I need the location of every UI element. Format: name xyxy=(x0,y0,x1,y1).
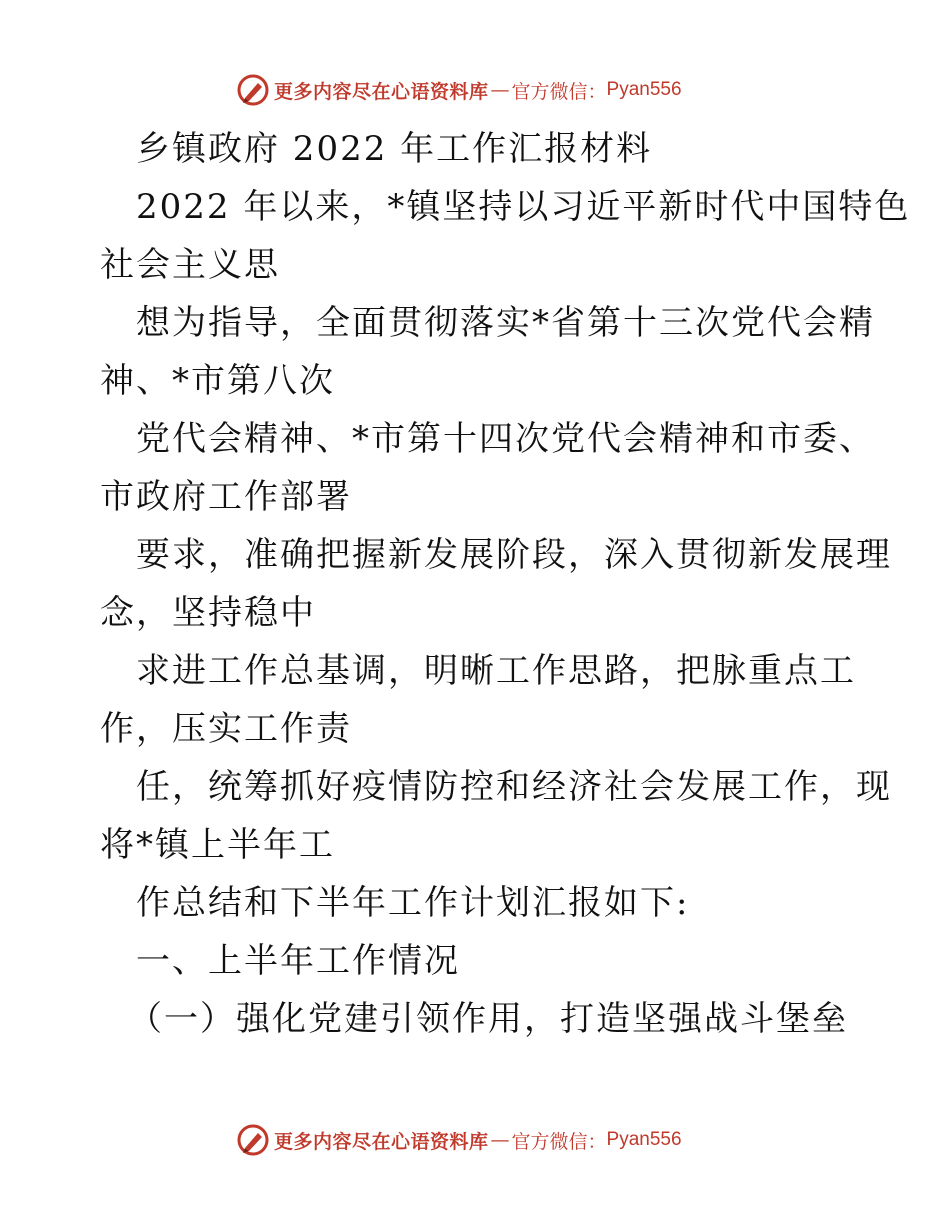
paragraph-line: 2022 年以来，*镇坚持以习近平新时代中国特色 xyxy=(136,187,911,227)
watermark-brand: 更多内容尽在心语资料库 xyxy=(274,80,489,103)
paragraph-line: 要求，准确把握新发展阶段，深入贯彻新发展理 xyxy=(136,535,892,575)
paragraph-line: 市政府工作部署 xyxy=(100,477,352,517)
section-heading: 一、上半年工作情况 xyxy=(136,941,460,981)
paragraph-line: 想为指导，全面贯彻落实*省第十三次党代会精 xyxy=(136,303,875,343)
watermark-dash: — xyxy=(490,1129,510,1151)
watermark-header xyxy=(236,72,682,108)
paragraph-line: 念，坚持稳中 xyxy=(100,593,316,633)
watermark-official-label: 官方微信： xyxy=(511,80,607,103)
watermark-dash: — xyxy=(490,79,510,101)
paragraph-line: 神、*市第八次 xyxy=(100,361,335,401)
paragraph-line: 作，压实工作责 xyxy=(100,709,352,749)
watermark-wechat-id: Pyan556 xyxy=(606,1129,682,1150)
pen-logo-icon xyxy=(236,73,270,107)
watermark-brand: 更多内容尽在心语资料库 xyxy=(274,1130,489,1153)
paragraph-line: 党代会精神、*市第十四次党代会精神和市委、 xyxy=(136,419,875,459)
paragraph-line: 将*镇上半年工 xyxy=(100,825,335,865)
paragraph-line: 任，统筹抓好疫情防控和经济社会发展工作，现 xyxy=(136,767,892,807)
watermark-footer xyxy=(236,1122,682,1158)
paragraph-line: 社会主义思 xyxy=(100,245,280,285)
document-title: 乡镇政府 2022 年工作汇报材料 xyxy=(136,129,653,169)
paragraph-line: 求进工作总基调，明晰工作思路，把脉重点工 xyxy=(136,651,856,691)
watermark-wechat-id: Pyan556 xyxy=(606,79,682,100)
document-body xyxy=(100,120,911,1048)
subsection-heading: （一）强化党建引领作用，打造坚强战斗堡垒 xyxy=(128,999,848,1039)
paragraph-line: 作总结和下半年工作计划汇报如下: xyxy=(136,883,690,923)
watermark-official-label: 官方微信： xyxy=(511,1130,607,1153)
pen-logo-icon xyxy=(236,1123,270,1157)
